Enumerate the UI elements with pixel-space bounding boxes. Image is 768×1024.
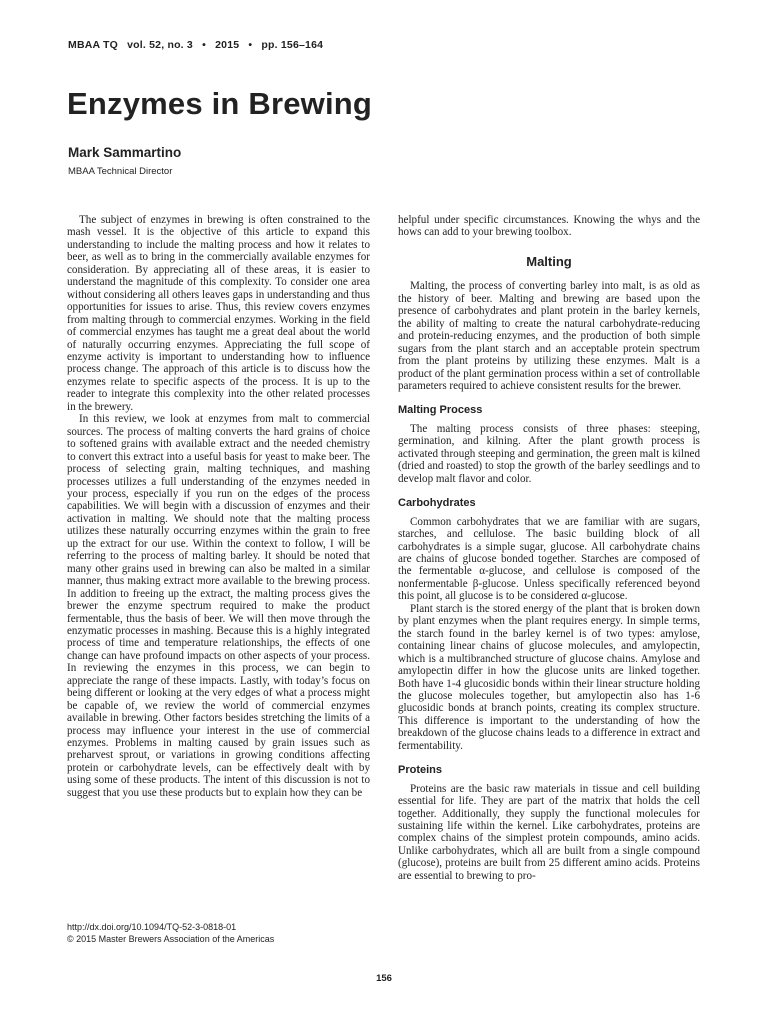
subheading-carbohydrates: Carbohydrates	[398, 497, 476, 510]
continued-paragraph: helpful under specific circumstances. Knowing the whys and the hows can add to your brewing toolbox.	[398, 214, 700, 239]
doi-link[interactable]: http://dx.doi.org/10.1094/TQ-52-3-0818-01	[67, 922, 237, 932]
proteins-paragraph: Proteins are the basic raw materials in tissue and cell building essential for life. They are part of the matrix that holds the cell together. Additionally, they supply the functional molecules for sustaining life within the kernel. Like carbohydrates, proteins are complex chains of the simplest protein compounds, amino acids. Unlike carbohydrates, which all are built from a single compound (glucose), proteins are built from 25 different amino acids. Proteins are essential to brewing to pro-	[398, 782, 700, 882]
carbohydrates-paragraph-2: Plant starch is the stored energy of the plant that is broken down by plant enzymes when the plant requires energy. In simple terms, the starch found in the barley kernel is of two types: amylose, containing linear chains of glucose molecules, and amylopectin, which is a multibranched structure of glucose chains. Amylose and amylopectin differ in how the glucose units are linked together. Both have 1-4 glucosidic bonds within their linear structure holding the glucose molecules together, but amylopectin also has 1-6 glucosidic bonds at branch points, creating its complex structure. This difference is important to the understanding of how the breakdown of the glucose chains leads to a difference in extract and fermentability.	[398, 602, 700, 752]
separator: •	[248, 39, 253, 51]
journal-name: MBAA TQ	[68, 39, 119, 51]
article-footnote	[67, 922, 274, 945]
running-head	[68, 39, 329, 51]
author-name: Mark Sammartino	[68, 145, 182, 160]
subheading-proteins: Proteins	[398, 764, 443, 777]
intro-paragraph-2: In this review, we look at enzymes from malt to commercial sources. The process of malting converts the hard grains of choice to softened grains with available extract and the needed chemistry to convert this extract into a useful basis for yeast to make beer. The process of selecting grain, malting techniques, and mashing processes utilizes a full understanding of the enzymes needed in your process, especially if you run on the edges of the process capabilities. We will begin with a discussion of enzymes and their activation in malting. We should note that the malting process utilizes these naturally occurring enzymes within the grain to free up the extract for our use. Within the context to follow, I will be referring to the process of malting barley. It should be noted that many other grains used in brewing can also be malted in a similar manner, thus making extract more available to the brewing process. In addition to freeing up the extract, the malting process gives the brewer the enzyme spectrum required to make the product fermentable, thus the basis of beer. We will then move through the enzymatic processes in mashing. Because this is a highly integrated process of time and temperature relationships, the effects of one change can have profound impacts on other aspects of your process. In reviewing the enzymes in this process, we can begin to appreciate the range of these impacts. Lastly, with today’s focus on being different or looking at the very edges of what a process might be capable of, we review the world of commercial enzymes available in brewing. Other factors besides stretching the limits of a process may influence your interest in the use of commercial enzymes. Problems in malting caused by grain issues such as preharvest sprout, or variations in growing conditions affecting protein or carbohydrate levels, can be effectively dealt with by using some of these products. The intent of this discussion is not to suggest that you use these products but to explain how they can be	[67, 413, 370, 799]
carbohydrates-paragraph-1: Common carbohydrates that we are familiar with are sugars, starches, and cellulose. The basic building block of all carbohydrates is a simple sugar, glucose. All carbohydrate chains are chains of glucose bonded together. Starches are composed of the fermentable α-glucose, and cellulose is composed of the nonfermentable β-glucose. Unless specifically referenced beyond this point, all glucose is to be considered α-glucose.	[398, 515, 700, 603]
volume-issue: vol. 52, no. 3	[127, 39, 193, 51]
left-column	[67, 214, 370, 799]
page-range: pp. 156–164	[261, 39, 324, 51]
malting-process-paragraph: The malting process consists of three phases: steeping, germination, and kilning. After the plant growth process is activated through steeping and germination, the green malt is kilned (dried and roasted) to stop the growth of the barley seedlings and to develop malt flavor and color.	[398, 422, 700, 485]
separator: •	[202, 39, 206, 51]
article-title: Enzymes in Brewing	[67, 86, 373, 121]
author-affiliation: MBAA Technical Director	[68, 166, 173, 177]
intro-paragraph-1: The subject of enzymes in brewing is often constrained to the mash vessel. It is the objective of this article to expand this understanding to include the malting process and how it relates to beer, as well as to bring in the commercially available enzymes for consideration. By appreciating all of these areas, it is easier to understand the magnitude of this complexity. To consider one area without considering all others leaves gaps in understanding and thus opportunities for issues to arise. Thus, this review covers enzymes from malting through to commercial enzymes. Working in the field of commercial enzymes has taught me a great deal about the world of naturally occurring enzymes. Appreciating the full scope of enzyme activity is important to understanding how to influence process change. The approach of this article is to discuss how the enzymes relate to specific aspects of the process. It is up to the reader to integrate this complexity into the other related processes in the brewery.	[67, 214, 370, 413]
section-heading-malting: Malting	[526, 253, 572, 269]
page-number: 156	[376, 973, 392, 984]
subheading-malting-process: Malting Process	[398, 404, 483, 417]
publication-year: 2015	[215, 39, 240, 51]
malting-paragraph: Malting, the process of converting barley into malt, is as old as the history of beer. Malting and brewing are based upon the presence of carbohydrates and plant protein in the barley kernels, the ability of malting to create the natural carbohydrate-reducing and protein-reducing enzymes, and the production of both simple sugars from the plant starch and an acceptable protein spectrum from the plant proteins by utilizing these enzymes. Malt is a product of the plant germination process within a set of controllable parameters required to achieve consistent results for the brewer.	[398, 280, 700, 392]
copyright-notice: © 2015 Master Brewers Association of the Americas	[67, 933, 275, 944]
right-column	[398, 214, 700, 882]
